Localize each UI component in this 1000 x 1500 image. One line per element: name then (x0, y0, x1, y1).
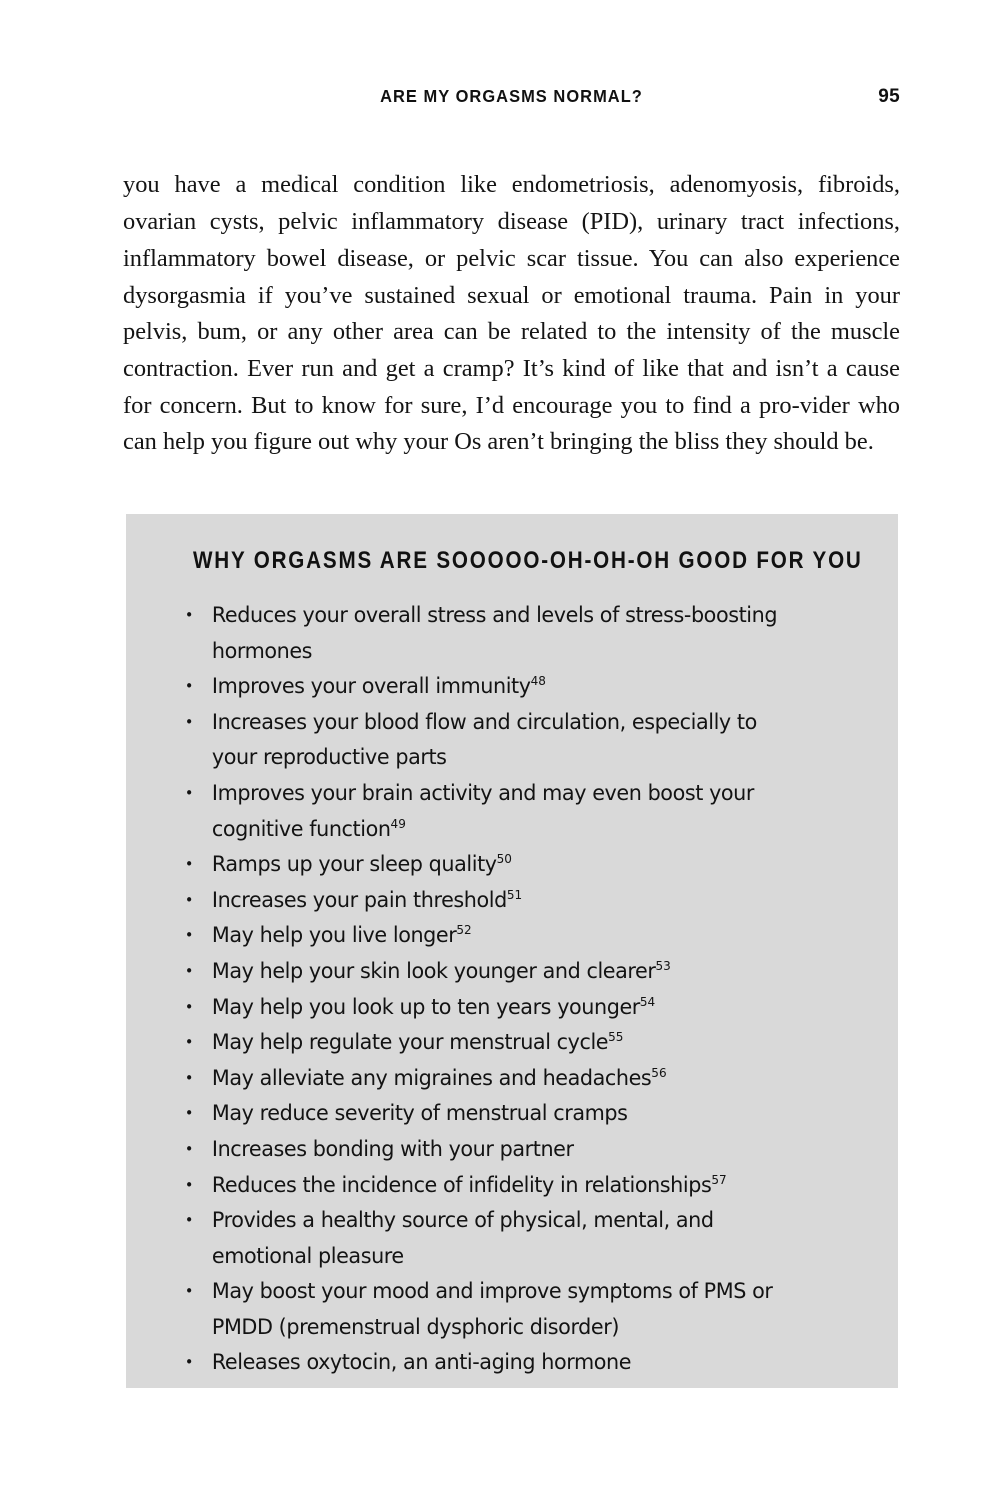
list-item-text: May help regulate your menstrual cycle (211, 1030, 609, 1056)
footnote-marker: 56 (651, 1064, 667, 1080)
footnote-marker: 49 (390, 815, 406, 831)
running-head (123, 86, 900, 112)
list-item (181, 1345, 801, 1381)
list-item (181, 705, 801, 776)
list-item (181, 1025, 801, 1061)
list-item (181, 598, 801, 669)
list-item (181, 1096, 801, 1132)
list-item (181, 1061, 801, 1097)
list-item-text: Increases your pain threshold (211, 887, 507, 913)
list-item (181, 1132, 801, 1168)
list-item-text: Provides a healthy source of physical, mental, and emotional pleasure (211, 1208, 714, 1269)
list-item (181, 1168, 801, 1204)
list-item (181, 1203, 801, 1274)
list-item-text: Reduces the incidence of infidelity in relationships (211, 1172, 712, 1198)
list-item (181, 847, 801, 883)
list-item (181, 918, 801, 954)
list-item (181, 990, 801, 1026)
list-item (181, 669, 801, 705)
list-item-text: May help you look up to ten years younger (211, 994, 640, 1020)
list-item (181, 954, 801, 990)
callout-heading: WHY ORGASMS ARE SOOOOO-OH-OH-OH GOOD FOR YOU (193, 547, 863, 574)
footnote-marker: 55 (608, 1028, 624, 1044)
list-item-text: Increases bonding with your partner (211, 1136, 574, 1162)
callout-box (126, 514, 898, 1388)
footnote-marker: 57 (711, 1171, 727, 1187)
list-item-text: May help your skin look younger and clearer (211, 958, 656, 984)
footnote-marker: 53 (655, 957, 671, 973)
footnote-marker: 54 (639, 993, 656, 1009)
list-item-text: Reduces your overall stress and levels of stress-boosting hormones (211, 603, 778, 664)
benefits-list (181, 598, 878, 1381)
list-item-text: Improves your overall immunity (211, 674, 531, 700)
list-item-text: May alleviate any migraines and headaches (211, 1065, 652, 1091)
list-item-text: May boost your mood and improve symptoms of PMS or PMDD (premenstrual dysphoric disorder) (211, 1279, 773, 1340)
footnote-marker: 51 (506, 886, 523, 902)
list-item-text: May help you live longer (211, 923, 457, 949)
list-item-text: Improves your brain activity and may even boost your cognitive function (211, 780, 754, 842)
list-item-text: Releases oxytocin, an anti-aging hormone (211, 1350, 632, 1376)
footnote-marker: 50 (496, 851, 512, 866)
footnote-marker: 48 (530, 673, 546, 689)
list-item (181, 776, 801, 847)
list-item (181, 883, 801, 919)
chapter-title: ARE MY ORGASMS NORMAL? (380, 86, 643, 106)
list-item-text: May reduce severity of menstrual cramps (211, 1101, 628, 1127)
list-item-text: Increases your blood flow and circulation, especially to your reproductive parts (211, 709, 757, 771)
list-item (181, 1274, 801, 1345)
page-number: 95 (878, 86, 900, 107)
footnote-marker: 52 (456, 922, 472, 938)
body-paragraph: you have a medical condition like endometriosis, adenomyosis, fibroids, ovarian cysts, pelvic inflammatory disease (PID), urinary tract infections, inflammatory bowel disease, or pelvic scar tissue. You can also experience dysorgasmia if you’ve sustained sexual or emotional trauma. Pain in your pelvis, bum, or any other area can be related to the intensity of the muscle contraction. Ever run and get a cramp? It’s kind of like that and isn’t a cause for concern. But to know for sure, I’d encourage you to find a pro-vider who can help you figure out why your Os aren’t bringing the bliss they should be. (123, 171, 900, 456)
list-item-text: Ramps up your sleep quality (211, 852, 497, 878)
